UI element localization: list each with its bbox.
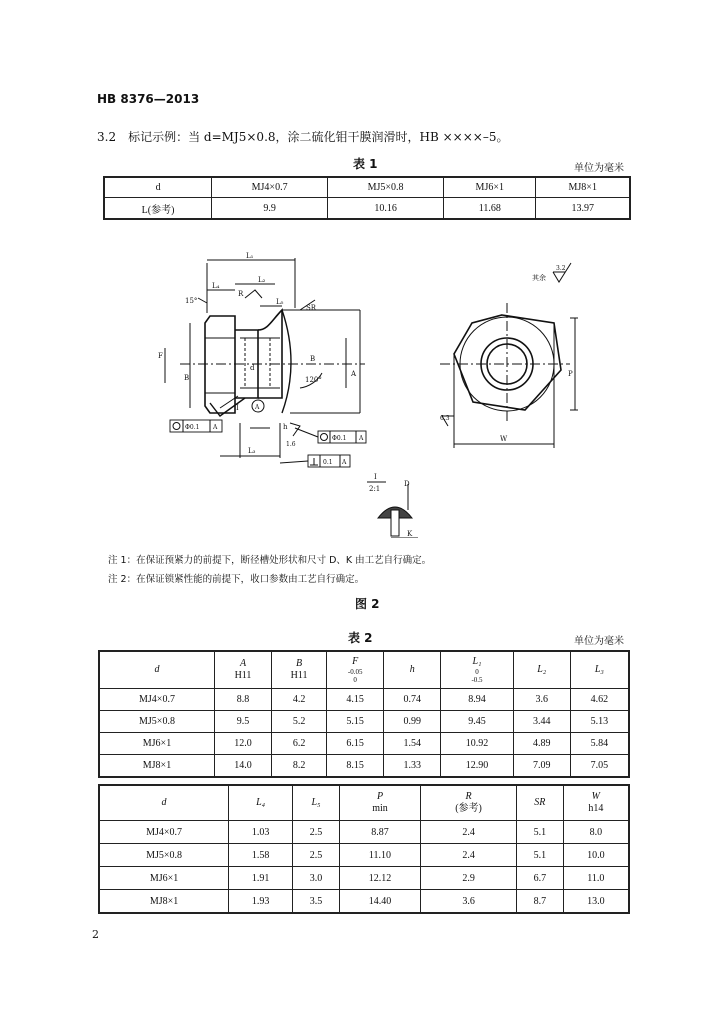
label-L2: L₂ — [258, 276, 266, 284]
table-cell: 5.1 — [516, 821, 563, 844]
column-header-tolerance: h14 — [588, 803, 604, 814]
table-cell: 2.5 — [293, 844, 340, 867]
table-cell: 2.4 — [421, 821, 517, 844]
table-cell: 13.0 — [563, 890, 629, 914]
end-view — [440, 303, 578, 448]
table-cell: 2.4 — [421, 844, 517, 867]
table-cell: MJ6×1 — [444, 177, 536, 198]
table-row — [99, 821, 629, 844]
table-cell: 8.94 — [441, 689, 513, 711]
table-cell: d — [104, 177, 212, 198]
table-cell: 9.45 — [441, 711, 513, 733]
table-cell: 6.2 — [272, 733, 327, 755]
fcf2-ref: A — [359, 435, 364, 442]
clause-text: 标记示例：当 d=MJ5×0.8，涂二硫化钼干膜润滑时，HB ××××–5。 — [128, 130, 509, 144]
technical-drawing — [150, 248, 620, 538]
table-cell: 8.87 — [339, 821, 420, 844]
table-cell: MJ4×0.7 — [99, 689, 214, 711]
label-B2: B — [310, 355, 316, 363]
roughness-6-3: 6.3 — [440, 415, 450, 422]
column-header-symbol: L₄ — [256, 797, 266, 808]
side-view — [158, 252, 366, 467]
table-cell: 3.5 — [293, 890, 340, 914]
table-row — [99, 844, 629, 867]
table-cell: 3.0 — [293, 867, 340, 890]
detail-scale: 2:1 — [369, 485, 381, 493]
label-h: h — [283, 423, 288, 431]
table-cell: 6.7 — [516, 867, 563, 890]
column-header-symbol: h — [409, 664, 415, 675]
column-header-symbol: d — [154, 664, 160, 675]
table-cell: 1.03 — [229, 821, 293, 844]
column-header-symbol: d — [161, 797, 167, 808]
table-cell: 8.0 — [563, 821, 629, 844]
table-cell: L(参考) — [104, 198, 212, 220]
column-header — [421, 785, 517, 821]
column-header — [339, 785, 420, 821]
table-row — [104, 198, 630, 220]
note-2: 注 2：在保证锁紧性能的前提下，收口参数由工艺自行确定。 — [108, 574, 365, 585]
column-header — [516, 785, 563, 821]
column-header — [570, 651, 629, 689]
label-R: R — [238, 290, 244, 298]
column-header-symbol: L₁ — [472, 656, 482, 667]
fcf2-value: Φ0.1 — [332, 435, 347, 442]
column-header — [229, 785, 293, 821]
table1-unit: 单位为毫米 — [574, 163, 624, 174]
table2-unit: 单位为毫米 — [574, 636, 624, 647]
table-cell: MJ6×1 — [99, 733, 214, 755]
table-cell: 1.54 — [384, 733, 441, 755]
table-cell: 14.0 — [214, 755, 271, 778]
label-B: B — [184, 374, 190, 382]
column-header-tolerance: H11 — [234, 670, 252, 681]
fcf1-value: Φ0.1 — [185, 424, 200, 431]
detail-title: I — [374, 473, 377, 481]
column-header — [327, 651, 384, 689]
note-1: 注 1：在保证预紧力的前提下，断径槽处形状和尺寸 D、K 由工艺自行确定。 — [108, 555, 432, 566]
table-cell: MJ5×0.8 — [99, 711, 214, 733]
standard-number: HB 8376—2013 — [97, 92, 200, 106]
table-2-part-a — [98, 650, 630, 778]
column-header-symbol: L₂ — [537, 664, 547, 675]
table-header-row — [99, 785, 629, 821]
table-row — [99, 890, 629, 914]
column-header-tolerance: (参考) — [455, 803, 482, 814]
table-cell: 0.74 — [384, 689, 441, 711]
table-cell: 4.15 — [327, 689, 384, 711]
label-D: D — [404, 480, 410, 488]
table-cell: 3.6 — [421, 890, 517, 914]
table-cell: 5.2 — [272, 711, 327, 733]
table-cell: 1.93 — [229, 890, 293, 914]
column-header-symbol: R — [465, 791, 472, 802]
label-P: P — [568, 370, 573, 378]
table-cell: MJ5×0.8 — [328, 177, 444, 198]
clause-3-2 — [97, 128, 508, 145]
page-number: 2 — [92, 928, 99, 941]
table-cell: 10.16 — [328, 198, 444, 220]
label-L5: L₅ — [276, 298, 284, 306]
table-2-part-b — [98, 784, 630, 914]
table-cell: 8.8 — [214, 689, 271, 711]
table-header-row — [99, 651, 629, 689]
table-cell: MJ6×1 — [99, 867, 229, 890]
table-cell: 5.13 — [570, 711, 629, 733]
fcf1-ref: A — [213, 424, 218, 431]
table-cell: 11.0 — [563, 867, 629, 890]
label-F: F — [158, 352, 163, 360]
table-cell: 5.15 — [327, 711, 384, 733]
rest-roughness-value: 3.2 — [556, 265, 566, 272]
label-120deg: 120° — [305, 376, 322, 384]
table-cell: 2.9 — [421, 867, 517, 890]
label-SR: SR — [306, 304, 317, 312]
table-cell: 9.9 — [212, 198, 328, 220]
table-cell: 13.97 — [536, 198, 630, 220]
column-header-symbol: A — [239, 658, 247, 669]
clause-number: 3.2 — [97, 130, 117, 144]
table-cell: 7.09 — [513, 755, 570, 778]
table-cell: 8.2 — [272, 755, 327, 778]
column-header-tolerance: -0.05 0 — [347, 668, 363, 684]
label-L1: L₁ — [246, 252, 254, 260]
column-header — [214, 651, 271, 689]
table-cell: 8.7 — [516, 890, 563, 914]
table-cell: 12.12 — [339, 867, 420, 890]
column-header — [272, 651, 327, 689]
table-cell: 11.68 — [444, 198, 536, 220]
table-cell: MJ8×1 — [536, 177, 630, 198]
figure-caption: 图 2 — [355, 597, 380, 611]
label-A: A — [351, 370, 357, 378]
table-cell: 7.05 — [570, 755, 629, 778]
table-cell: 1.58 — [229, 844, 293, 867]
table-cell: 10.92 — [441, 733, 513, 755]
column-header — [513, 651, 570, 689]
column-header — [99, 785, 229, 821]
table-row — [99, 711, 629, 733]
roughness-1-6: 1.6 — [286, 441, 296, 448]
table1-caption: 表 1 — [353, 157, 378, 171]
label-W: W — [500, 435, 508, 443]
table-cell: 9.5 — [214, 711, 271, 733]
fcf3-value: 0.1 — [323, 459, 333, 466]
label-L3: L₃ — [248, 447, 256, 455]
rest-label: 其余 — [532, 274, 546, 282]
table-cell: MJ4×0.7 — [212, 177, 328, 198]
table-cell: 8.15 — [327, 755, 384, 778]
table-1 — [103, 176, 631, 220]
column-header — [441, 651, 513, 689]
table-cell: 4.2 — [272, 689, 327, 711]
label-d: d — [250, 364, 255, 372]
fcf3-ref: A — [342, 459, 347, 466]
table-cell: MJ8×1 — [99, 890, 229, 914]
table-cell: 4.62 — [570, 689, 629, 711]
table-cell: 12.0 — [214, 733, 271, 755]
table-cell: MJ5×0.8 — [99, 844, 229, 867]
label-I: I — [236, 404, 239, 412]
label-K: K — [407, 530, 413, 538]
datum-A: A — [255, 404, 260, 411]
table-row — [99, 733, 629, 755]
column-header-symbol: P — [376, 791, 384, 802]
column-header-symbol: SR — [534, 797, 546, 808]
table-cell: 6.15 — [327, 733, 384, 755]
table-row — [99, 689, 629, 711]
column-header — [384, 651, 441, 689]
column-header-symbol: F — [352, 656, 359, 667]
table-cell: 1.33 — [384, 755, 441, 778]
table-cell: 3.44 — [513, 711, 570, 733]
table-cell: 2.5 — [293, 821, 340, 844]
column-header-tolerance: min — [372, 803, 388, 814]
table-cell: MJ8×1 — [99, 755, 214, 778]
table2-caption: 表 2 — [348, 631, 373, 645]
table-cell: 0.99 — [384, 711, 441, 733]
column-header — [293, 785, 340, 821]
column-header — [99, 651, 214, 689]
table-row — [99, 755, 629, 778]
table-cell: MJ4×0.7 — [99, 821, 229, 844]
column-header — [563, 785, 629, 821]
column-header-tolerance: H11 — [290, 670, 308, 681]
column-header-symbol: L₅ — [311, 797, 321, 808]
table-cell: 12.90 — [441, 755, 513, 778]
table-row — [104, 177, 630, 198]
column-header-symbol: B — [296, 658, 303, 669]
general-roughness — [532, 263, 571, 282]
table-cell: 3.6 — [513, 689, 570, 711]
table-cell: 11.10 — [339, 844, 420, 867]
table-row — [99, 867, 629, 890]
label-L4: L₄ — [212, 282, 220, 290]
column-header-tolerance: 0 -0.5 — [471, 668, 483, 684]
table-cell: 1.91 — [229, 867, 293, 890]
label-15deg: 15° — [185, 297, 198, 305]
column-header-symbol: L₃ — [594, 664, 604, 675]
table-cell: 5.84 — [570, 733, 629, 755]
column-header-symbol: W — [591, 791, 600, 802]
detail-I — [367, 473, 418, 538]
table-cell: 14.40 — [339, 890, 420, 914]
table-cell: 4.89 — [513, 733, 570, 755]
table-cell: 5.1 — [516, 844, 563, 867]
table-cell: 10.0 — [563, 844, 629, 867]
